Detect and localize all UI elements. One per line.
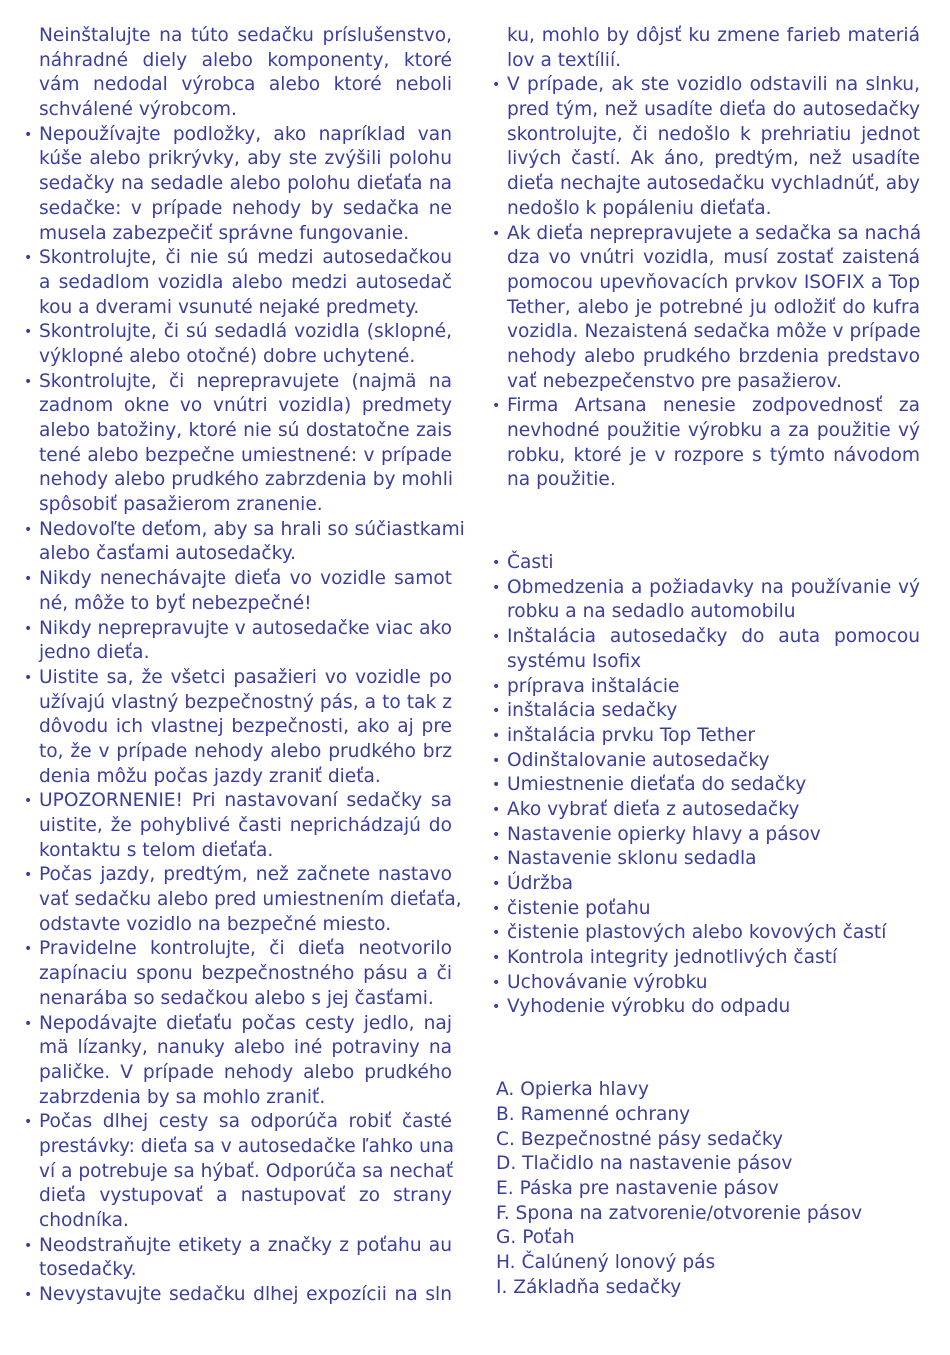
warning-line-text: tosedačky.	[39, 1259, 137, 1281]
bullet-icon: •	[24, 1114, 33, 1131]
warning-line	[22, 641, 452, 666]
warning-line	[22, 172, 452, 197]
warning-line-text: to, že v prípade nehody alebo prudkého brz	[39, 740, 452, 762]
contents-item-text: systému Isofix	[507, 650, 642, 672]
contents-item	[490, 650, 920, 675]
warning-line	[490, 98, 920, 123]
contents-item	[490, 995, 920, 1020]
bullet-icon: •	[492, 925, 501, 942]
warning-line	[490, 123, 920, 148]
warning-line-text: pred tým, než usadíte dieťa do autosedačky	[507, 99, 920, 121]
warning-line-text: vám nedodal výrobca alebo ktoré neboli	[39, 74, 452, 96]
warning-line	[22, 839, 452, 864]
warning-line	[22, 1135, 455, 1160]
warning-line-text: výklopné alebo otočné) dobre uchytené.	[39, 345, 416, 367]
warning-line-text: pomocou upevňovacích prvkov ISOFIX a Top	[507, 271, 920, 293]
bullet-icon: •	[492, 703, 501, 720]
warning-line-text: lov a textílií.	[507, 49, 622, 71]
warning-line	[22, 1110, 452, 1135]
warning-line-text: Nikdy neprepravujte v autosedačke viac ako	[39, 617, 453, 639]
contents-item-text: inštalácia sedačky	[507, 700, 678, 722]
bullet-icon: •	[492, 777, 501, 794]
warning-line-text: zapínaciu sponu bezpečnostného pásu a či	[39, 963, 452, 985]
contents-item-text: Inštalácia autosedačky do auta pomocou	[507, 626, 920, 648]
warning-line	[22, 518, 465, 543]
warning-line	[22, 73, 452, 98]
warning-line-text: Skontrolujte, či neprepravujete (najmä na	[39, 370, 452, 392]
warning-line	[22, 937, 452, 962]
warning-line-text: né, môže to byť nebezpečné!	[39, 592, 312, 614]
warning-line-text: vať sedačku alebo pred umiestnením dieťaťa,	[39, 889, 462, 911]
contents-item	[490, 971, 920, 996]
warning-line	[490, 49, 920, 74]
legend-item: C. Bezpečnostné pásy sedačky	[496, 1128, 783, 1150]
legend-item: F. Spona na zatvorenie/otvorenie pásov	[496, 1202, 863, 1224]
warning-line-text: chodníka.	[39, 1210, 129, 1231]
warning-line	[22, 419, 452, 444]
bullet-icon: •	[24, 941, 33, 958]
warning-line-text: jedno dieťa.	[39, 642, 150, 664]
contents-item-text: Vyhodenie výrobku do odpadu	[507, 996, 791, 1018]
warning-line	[22, 888, 462, 913]
bullet-icon: •	[24, 620, 33, 637]
bullet-icon: •	[24, 793, 33, 810]
warning-line-text: paličke. V prípade nehody alebo prudkého	[39, 1061, 452, 1083]
warning-line	[22, 1209, 452, 1234]
warning-line	[22, 962, 452, 987]
warning-line-text: ví a potrebuje sa hýbať. Odporúča sa nechať	[39, 1160, 454, 1182]
bullet-icon: •	[492, 974, 501, 991]
contents-item	[490, 921, 920, 946]
warning-line	[490, 24, 920, 49]
warning-line	[22, 493, 452, 518]
section-gap	[490, 1069, 920, 1078]
contents-list	[490, 551, 920, 1020]
warning-line	[22, 147, 452, 172]
warning-line-text: alebo časťami autosedačky.	[39, 543, 297, 565]
bullet-icon: •	[492, 398, 501, 415]
bullet-icon: •	[492, 629, 501, 646]
contents-item-text: Umiestnenie dieťaťa do sedačky	[507, 774, 807, 796]
bullet-icon: •	[492, 752, 501, 769]
bullet-icon: •	[24, 324, 33, 341]
bullet-icon: •	[24, 669, 33, 686]
warning-line	[22, 1184, 452, 1209]
warning-line	[490, 73, 920, 98]
warning-line-text: dza vo vnútri vozidla, musí zostať zaistená	[507, 247, 920, 269]
contents-item	[490, 773, 920, 798]
warning-line-text: sedačke: v prípade nehody by sedačka ne	[39, 197, 452, 219]
warning-line	[490, 246, 920, 271]
warning-line	[22, 740, 452, 765]
warning-line	[22, 1234, 452, 1259]
warning-line	[22, 1258, 452, 1283]
warning-line-text: mä lízanky, nanuky alebo iné potraviny na	[39, 1037, 452, 1059]
warning-line-text: skontrolujte, či nedošlo k prehriatiu jednot	[507, 123, 920, 145]
warning-line	[22, 567, 452, 592]
warning-line-text: Skontrolujte, či sú sedadlá vozidla (sklopné,	[39, 321, 452, 343]
bullet-icon: •	[24, 1015, 33, 1032]
warning-line	[490, 370, 920, 395]
warning-line	[22, 123, 452, 148]
warning-line-text: Neodstraňujte etikety a značky z poťahu au	[39, 1234, 452, 1256]
left-column-warnings	[22, 24, 465, 1308]
warning-line	[22, 444, 452, 469]
bullet-icon: •	[492, 579, 501, 596]
warning-line	[22, 222, 452, 247]
warning-line-text: Tether, alebo je potrebné ju odložiť do kufra	[507, 296, 920, 318]
warning-line-text: musela zabezpečiť správne fungovanie.	[39, 222, 410, 244]
contents-item	[490, 600, 920, 625]
warning-line	[22, 271, 452, 296]
warning-line	[490, 468, 920, 493]
warning-line	[22, 691, 452, 716]
section-gap	[490, 1020, 920, 1069]
contents-item-text: Nastavenie sklonu sedadla	[507, 848, 757, 870]
warning-line-text: kúše alebo prikrývky, aby ste zvýšili polohu	[39, 148, 452, 170]
warning-line	[22, 666, 452, 691]
warning-line-text: UPOZORNENIE! Pri nastavovaní sedačky sa	[39, 790, 452, 812]
contents-item-text: Odinštalovanie autosedačky	[507, 749, 770, 771]
warning-line-text: Uistite sa, že všetci pasažieri vo vozidle po	[39, 666, 452, 688]
warning-line-text: odstavte vozidlo na bezpečné miesto.	[39, 913, 392, 935]
warning-line-text: nedošlo k popáleniu dieťaťa.	[507, 197, 772, 219]
section-gap	[490, 542, 920, 551]
bullet-icon: •	[492, 826, 501, 843]
warning-line-text: dieťa vystupovať a nastupovať zo strany	[39, 1185, 452, 1207]
legend-item: G. Poťah	[496, 1227, 575, 1249]
legend-item: H. Čalúnený lonový pás	[496, 1251, 716, 1273]
parts-legend	[490, 1078, 920, 1300]
contents-item-text: Údržba	[507, 873, 574, 894]
warning-line-text: tené alebo bezpečne umiestnené: v prípade	[39, 444, 452, 466]
bullet-icon: •	[24, 521, 33, 538]
warning-line-text: spôsobiť pasažierom zranenie.	[39, 494, 323, 516]
contents-item	[490, 872, 920, 897]
warning-line-text: robku, ktoré je v rozpore s týmto návodom	[507, 444, 920, 466]
warning-line-text: Ak dieťa neprepravujete a sedačka sa nachá	[507, 222, 922, 244]
contents-item-text: Uchovávanie výrobku	[507, 971, 708, 993]
contents-item-text: Ako vybrať dieťa z autosedačky	[507, 798, 800, 820]
warning-line-text: náhradné diely alebo komponenty, ktoré	[39, 49, 452, 71]
bullet-icon: •	[492, 950, 501, 967]
contents-item	[490, 724, 920, 749]
warning-line	[22, 987, 452, 1012]
contents-item	[490, 847, 920, 872]
warning-line-text: sedačky na sedadle alebo polohu dieťaťa na	[39, 173, 452, 195]
warning-line	[22, 1283, 452, 1308]
warning-line-text: schválené výrobcom.	[39, 99, 237, 121]
warning-line	[490, 296, 920, 321]
legend-item: D. Tlačidlo na nastavenie pásov	[496, 1153, 793, 1175]
right-column	[490, 24, 920, 1300]
warning-line-text: nenarába so sedačkou alebo s jej časťami.	[39, 987, 434, 1009]
warning-line-text: nehody alebo prudkého zabrzdenia by mohli	[39, 469, 454, 491]
contents-item-text: čistenie poťahu	[507, 897, 651, 919]
warning-line-text: Nikdy nenechávajte dieťa vo vozidle samot	[39, 568, 452, 590]
warning-line	[22, 370, 452, 395]
warning-line	[22, 715, 452, 740]
warning-line	[490, 320, 920, 345]
contents-item	[490, 749, 920, 774]
bullet-icon: •	[492, 678, 501, 695]
warning-line	[22, 617, 452, 642]
warning-line	[22, 1012, 452, 1037]
warning-line	[22, 98, 452, 123]
bullet-icon: •	[24, 571, 33, 588]
bullet-icon: •	[492, 876, 501, 892]
warning-line-text: Pravidelne kontrolujte, či dieťa neotvorilo	[39, 938, 452, 960]
right-column-warnings	[490, 24, 920, 493]
warning-line-text: Firma Artsana nenesie zodpovednosť za	[507, 395, 920, 417]
contents-item-text: robku a na sedadlo automobilu	[507, 601, 796, 623]
contents-item-text: príprava inštalácie	[507, 675, 680, 697]
bullet-icon: •	[492, 851, 501, 868]
warning-line	[490, 271, 920, 296]
warning-line	[22, 765, 452, 790]
warning-line-text: denia môžu počas jazdy zraniť dieťa.	[39, 765, 381, 787]
warning-line-text: a sedadlom vozidla alebo medzi autosedač	[39, 271, 452, 293]
contents-item	[490, 699, 920, 724]
warning-line	[490, 394, 920, 419]
warning-line	[22, 246, 452, 271]
legend-item: I. Základňa sedačky	[496, 1276, 682, 1298]
warning-line	[22, 320, 452, 345]
warning-line-text: Nevystavujte sedačku dlhej expozícii na sln	[39, 1284, 452, 1306]
warning-line	[490, 222, 920, 247]
warning-line	[490, 345, 920, 370]
warning-line-text: nevhodné použitie výrobku a za použitie vý	[507, 420, 920, 441]
contents-item-text: Časti	[507, 552, 554, 574]
warning-line	[22, 345, 452, 370]
warning-line-text: Skontrolujte, či nie sú medzi autosedačkou	[39, 247, 452, 269]
contents-item-text: Obmedzenia a požiadavky na používanie vý	[507, 576, 920, 598]
warning-line-text: Nepodávajte dieťaťu počas cesty jedlo, naj	[39, 1012, 452, 1034]
warning-line	[22, 1036, 452, 1061]
section-gap	[490, 493, 920, 542]
bullet-icon: •	[24, 1287, 33, 1304]
bullet-icon: •	[24, 250, 33, 267]
warning-line	[490, 444, 920, 469]
warning-line-text: vozidla. Nezaistená sedačka môže v prípade	[507, 321, 921, 343]
contents-item-text: Nastavenie opierky hlavy a pásov	[507, 823, 821, 845]
warning-line	[22, 789, 452, 814]
warning-line-text: nehody alebo prudkého brzdenia predstavo	[507, 345, 920, 367]
bullet-icon: •	[492, 900, 501, 917]
warning-line-text: dôvodu ich vlastnej bezpečnosti, ako aj pre	[39, 716, 452, 738]
warning-line	[490, 197, 920, 222]
warning-line	[490, 147, 920, 172]
legend-item: B. Ramenné ochrany	[496, 1103, 691, 1125]
contents-item	[490, 551, 920, 576]
warning-line-text: Nedovoľte deťom, aby sa hrali so súčiastkami	[39, 518, 465, 540]
warning-line-text: dieťa nechajte autosedačku vychladnúť, aby	[507, 173, 920, 195]
warning-line	[22, 542, 452, 567]
bullet-icon: •	[492, 77, 501, 94]
contents-item-text: čistenie plastových alebo kovových častí	[507, 922, 887, 944]
contents-item	[490, 946, 920, 971]
warning-line-text: V prípade, ak ste vozidlo odstavili na slnku,	[507, 74, 920, 96]
warning-line-text: zabrzdenia by sa mohlo zraniť.	[39, 1086, 326, 1108]
warning-line-text: zadnom okne vo vnútri vozidla) predmety	[39, 395, 452, 417]
contents-item	[490, 576, 920, 601]
contents-item	[490, 625, 920, 650]
warning-line	[490, 419, 920, 444]
warning-line	[22, 197, 452, 222]
warning-line-text: užívajú vlastný bezpečnostný pás, a to tak z	[39, 691, 452, 713]
legend-item: E. Páska pre nastavenie pásov	[496, 1177, 779, 1199]
warning-line	[22, 913, 452, 938]
warning-line	[22, 1086, 452, 1111]
contents-item	[490, 897, 920, 922]
contents-item-text: inštalácia prvku Top Tether	[507, 724, 755, 746]
bullet-icon: •	[24, 373, 33, 390]
warning-line-text: kontaktu s telom dieťaťa.	[39, 839, 274, 861]
warning-line	[22, 1160, 452, 1185]
warning-line-text: Nepoužívajte podložky, ako napríklad van	[39, 123, 452, 145]
bullet-icon: •	[492, 801, 501, 818]
warning-line	[22, 814, 452, 839]
warning-line	[490, 172, 920, 197]
bullet-icon: •	[24, 867, 33, 884]
warning-line	[22, 49, 452, 74]
warning-line	[22, 468, 452, 493]
legend-item: A. Opierka hlavy	[496, 1079, 649, 1101]
warning-line-text: uistite, že pohyblivé časti neprichádzajú do	[39, 815, 452, 836]
warning-line-text: prestávky: dieťa sa v autosedačke ľahko una	[39, 1135, 455, 1157]
warning-line-text: Počas dlhej cesty sa odporúča robiť časté	[39, 1111, 452, 1133]
warning-line	[22, 296, 452, 321]
bullet-icon: •	[24, 126, 33, 143]
bullet-icon: •	[492, 225, 501, 242]
warning-line-text: ku, mohlo by dôjsť ku zmene farieb materiá	[507, 25, 920, 46]
contents-item	[490, 675, 920, 700]
warning-line	[22, 394, 452, 419]
bullet-icon: •	[492, 727, 501, 744]
bullet-icon: •	[492, 555, 501, 572]
contents-item-text: Kontrola integrity jednotlivých častí	[507, 947, 838, 969]
bullet-icon: •	[492, 999, 501, 1016]
warning-line-text: livých častí. Ak áno, predtým, než usadíte	[507, 148, 920, 170]
contents-item	[490, 823, 920, 848]
warning-line-text: vať nebezpečenstvo pre pasažierov.	[507, 370, 842, 392]
warning-line-text: na použitie.	[507, 469, 616, 491]
warning-line	[22, 1061, 452, 1086]
warning-line	[22, 863, 452, 888]
warning-line-text: alebo batožiny, ktoré nie sú dostatočne zais	[39, 420, 452, 441]
warning-line-text: Neinštalujte na túto sedačku príslušenstvo,	[39, 25, 452, 46]
warning-line	[22, 592, 452, 617]
warning-line-text: kou a dverami vsunuté nejaké predmety.	[39, 296, 420, 318]
contents-item	[490, 798, 920, 823]
warning-line-text: Počas jazdy, predtým, než začnete nastavo	[39, 864, 452, 886]
warning-line	[22, 24, 452, 49]
bullet-icon: •	[24, 1237, 33, 1254]
